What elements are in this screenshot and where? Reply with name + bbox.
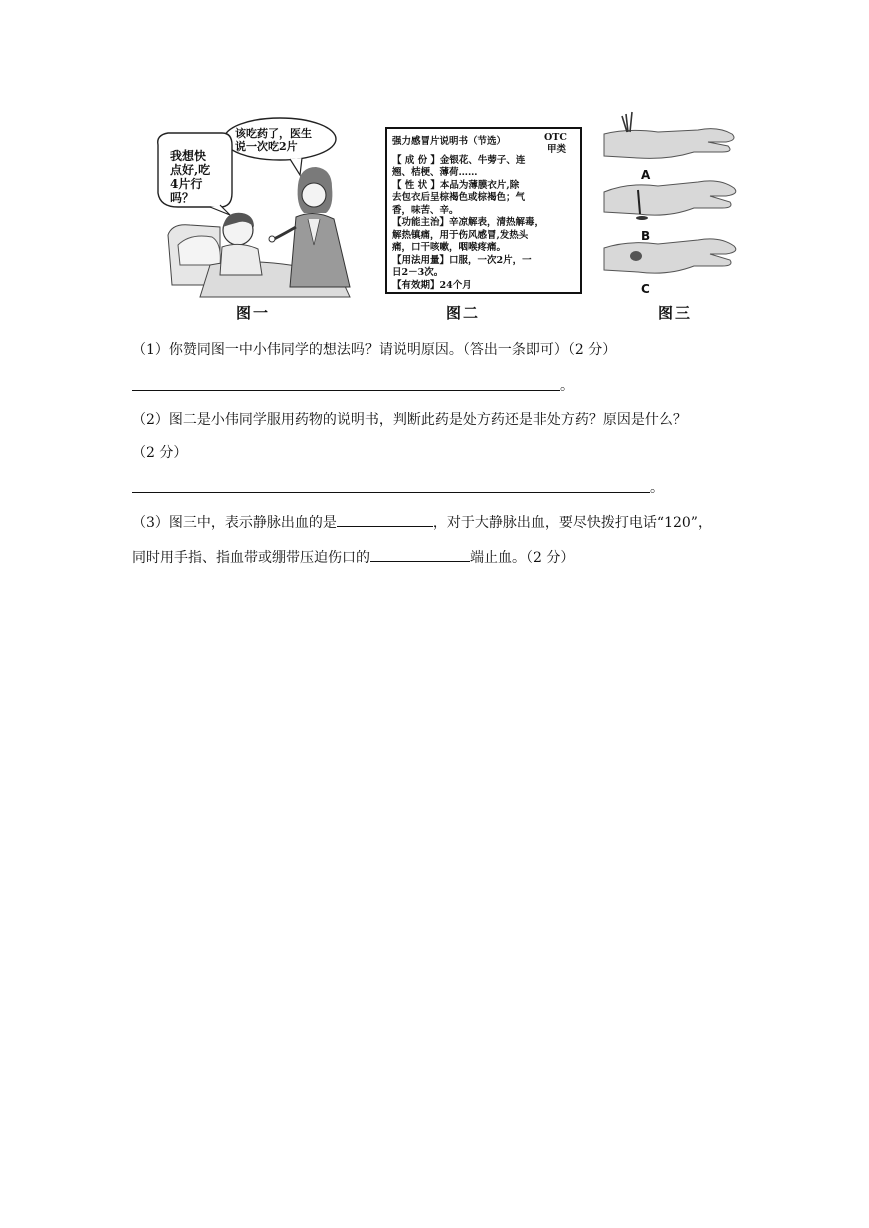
manual-line: 【用法用量】口服，一次2片，一 <box>392 254 532 266</box>
answer-line-q2[interactable] <box>132 492 650 493</box>
figure-2-caption: 图二 <box>446 304 481 322</box>
manual-line: 【功能主治】辛凉解表，清热解毒， <box>392 217 545 228</box>
answer-line-q1[interactable] <box>132 390 560 391</box>
question-2: （2）图二是小伟同学服用药物的说明书，判断此药是处方药还是非处方药？原因是什么？ <box>132 412 687 428</box>
manual-line: 翘、桔梗、薄荷…… <box>392 167 478 178</box>
otc-class: 甲类 <box>547 144 567 155</box>
otc-label: OTC <box>544 132 567 143</box>
question-3-part2: ，对于大静脉出血，要尽快拨打电话“120”， <box>432 515 712 531</box>
manual-line: 【 性 状 】本品为薄膜衣片,除 <box>392 179 520 191</box>
doctor-speech <box>235 127 335 153</box>
question-3-line-2 <box>132 546 574 568</box>
question-2-points: （2 分） <box>132 445 188 461</box>
manual-title: 强力感冒片说明书（节选） <box>392 136 507 147</box>
boy-speech-line: 点好,吃 <box>170 163 211 177</box>
hand-label-a: A <box>641 168 651 182</box>
manual-line: 日2－3次。 <box>392 267 444 278</box>
boy-speech-line: 吗？ <box>170 191 195 205</box>
manual-line: 【有效期】24个月 <box>392 279 472 291</box>
bleeding-hands-illustration <box>598 110 748 300</box>
manual-line: 解热镇痛，用于伤风感冒,发热头 <box>392 229 529 241</box>
boy-speech-line: 我想快 <box>170 149 207 163</box>
manual-line: 香，味苦、辛。 <box>392 204 459 216</box>
period-q2: 。 <box>650 480 664 496</box>
doctor-speech-line: 该吃药了，医生 <box>235 127 312 140</box>
figure-3 <box>598 110 748 300</box>
blank-compression-end[interactable] <box>370 546 470 562</box>
figure-1 <box>150 115 370 300</box>
boy-speech-line: 4片行 <box>170 177 203 191</box>
blank-vein-bleeding[interactable] <box>337 511 433 527</box>
figure-1-caption: 图一 <box>236 304 271 322</box>
period-q1: 。 <box>560 378 574 394</box>
hand-label-c: C <box>641 282 650 296</box>
figure-3-caption: 图三 <box>658 304 693 322</box>
doctor-speech-line: 说一次吃2片 <box>235 140 298 153</box>
question-3-part4: 端止血。（2 分） <box>470 550 575 566</box>
question-1: （1）你赞同图一中小伟同学的想法吗？请说明原因。（答出一条即可）（2 分） <box>132 342 617 358</box>
question-3-part3: 同时用手指、指血带或绷带压迫伤口的 <box>132 550 370 566</box>
manual-line: 去包衣后呈棕褐色或棕褐色；气 <box>392 192 526 203</box>
drug-manual <box>385 127 582 294</box>
question-3-part1: （3）图三中，表示静脉出血的是 <box>132 515 337 531</box>
manual-text <box>392 136 544 292</box>
manual-line: 痛，口干咳嗽，咽喉疼痛。 <box>392 242 507 253</box>
boy-speech <box>170 149 230 205</box>
manual-line: 【 成 份 】金银花、牛蒡子、连 <box>392 154 526 166</box>
hand-label-b: B <box>641 229 651 243</box>
question-3-line-1 <box>132 511 712 533</box>
